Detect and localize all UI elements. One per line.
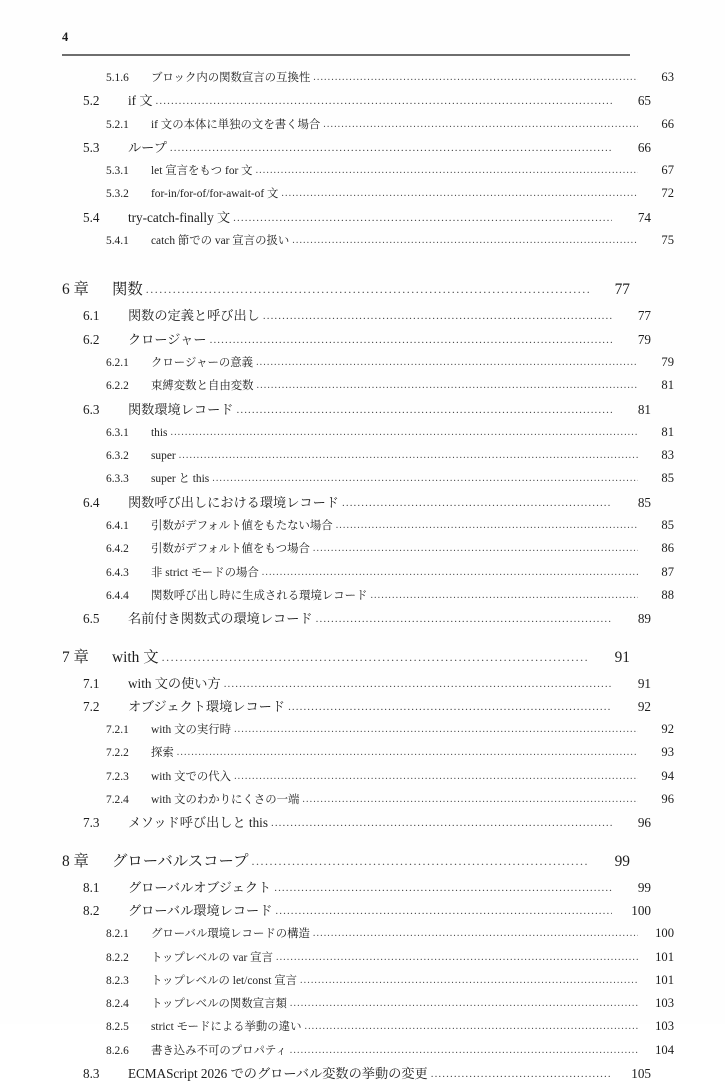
dot-leader: [212, 467, 638, 490]
toc-entry-title: メソッド呼び出しと this: [128, 815, 268, 831]
toc-entry-title: 関数呼び出しにおける環境レコード: [128, 494, 339, 510]
dot-leader: [323, 113, 638, 136]
toc-entry[interactable]: [106, 992, 674, 1015]
toc-entry-number: 5.3.2: [106, 188, 129, 201]
toc-entry-page-number: 101: [655, 972, 674, 987]
toc-entry[interactable]: [106, 969, 674, 992]
dot-leader: [336, 514, 638, 537]
toc-entry-page-number: 77: [614, 281, 630, 299]
toc-entry-number: 8.2: [83, 902, 100, 918]
toc-entry-number: 7.2.4: [106, 794, 129, 807]
dot-leader: [146, 275, 589, 303]
toc-entry-title: with 文での代入: [151, 770, 232, 783]
toc-entry-number: 7.2.2: [106, 747, 129, 760]
toc-entry[interactable]: [106, 113, 674, 136]
toc-entry-number: 5.3: [83, 139, 100, 155]
toc-entry[interactable]: [106, 741, 674, 764]
toc-entry-number: 5.1.6: [106, 72, 129, 84]
toc-entry[interactable]: [106, 182, 674, 205]
dot-leader: [233, 207, 612, 230]
dot-leader: [237, 399, 613, 422]
toc-entry-number: 6.1: [83, 308, 100, 324]
toc-entry[interactable]: [83, 328, 651, 351]
toc-entry[interactable]: [83, 607, 651, 630]
toc-entry[interactable]: [106, 351, 674, 374]
toc-entry-page-number: 85: [661, 471, 674, 486]
toc-entry-number: 8.3: [83, 1065, 100, 1081]
toc-entry-page-number: 81: [661, 378, 674, 393]
toc-entry-page-number: 63: [661, 70, 674, 84]
toc-entry-page-number: 105: [631, 1065, 651, 1081]
toc-entry-number: 7.3: [83, 815, 100, 831]
toc-entry-page-number: 99: [614, 852, 630, 870]
toc-entry-title: this: [151, 426, 168, 439]
toc-entry-number: 8.1: [83, 879, 100, 895]
toc-entry-page-number: 92: [661, 722, 674, 737]
toc-entry-title: トップレベルの let/const 宣言: [151, 974, 298, 987]
toc-entry-title: strict モードによる挙動の違い: [151, 1021, 302, 1034]
toc-entry[interactable]: [106, 421, 674, 444]
dot-leader: [304, 1015, 638, 1038]
toc-entry-title: 非 strict モードの場合: [151, 566, 259, 579]
toc-entry-page-number: 104: [655, 1042, 674, 1057]
toc-entry-title: グローバルオブジェクト: [128, 879, 272, 895]
toc-entry[interactable]: [106, 66, 674, 89]
toc-entry-page-number: 99: [637, 879, 651, 895]
toc-entry-page-number: 101: [655, 949, 674, 964]
dot-leader: [276, 946, 638, 969]
toc-entry-title: グローバル環境レコード: [128, 902, 273, 918]
dot-leader: [290, 992, 638, 1015]
header-rule: [62, 54, 630, 56]
toc-entry-number: 8.2.5: [106, 1021, 129, 1034]
toc-entry-page-number: 103: [655, 1019, 674, 1034]
toc-entry-number: 6.3.3: [106, 473, 129, 486]
dot-leader: [281, 182, 638, 205]
dot-leader: [274, 877, 612, 900]
dot-leader: [170, 421, 638, 444]
toc-entry-title: super: [151, 450, 176, 463]
toc-entry-number: 7.1: [83, 675, 100, 691]
toc-entry[interactable]: [106, 922, 674, 945]
dot-leader: [288, 696, 612, 719]
toc-entry-page-number: 92: [637, 698, 651, 714]
toc-entry-number: 6.3.2: [106, 450, 129, 463]
toc-entry-page-number: 103: [655, 996, 674, 1011]
dot-leader: [234, 765, 638, 788]
dot-leader: [177, 741, 638, 764]
toc-entry[interactable]: [83, 695, 651, 718]
dot-leader: [292, 229, 638, 252]
toc-entry[interactable]: [106, 467, 674, 490]
dot-leader: [313, 66, 638, 89]
toc-entry-title: 名前付き関数式の環境レコード: [128, 611, 313, 627]
toc-entry-page-number: 81: [637, 401, 651, 417]
toc-entry-title: グローバルスコープ: [112, 852, 249, 870]
dot-leader: [224, 673, 612, 696]
toc-entry[interactable]: [62, 848, 630, 876]
toc-entry-title: ECMAScript 2026 でのグローバル変数の挙動の変更: [128, 1065, 428, 1081]
toc-entry-number: 5.2.1: [106, 118, 129, 131]
toc-entry-number: 5.4.1: [106, 235, 129, 248]
toc-entry[interactable]: [106, 765, 674, 788]
toc-entry-title: 関数: [112, 281, 143, 299]
toc-entry[interactable]: [106, 514, 674, 537]
toc-entry[interactable]: [106, 444, 674, 467]
toc-entry-number: 7.2: [83, 698, 100, 714]
dot-leader: [313, 922, 638, 945]
table-of-contents: [62, 66, 674, 1085]
toc-entry-page-number: 79: [637, 331, 651, 347]
toc-entry-page-number: 65: [637, 93, 651, 109]
toc-entry-title: 束縛変数と自由変数: [151, 380, 254, 393]
toc-entry-title: if 文の本体に単独の文を書く場合: [151, 118, 321, 131]
dot-leader: [262, 561, 638, 584]
toc-entry[interactable]: [83, 1062, 651, 1085]
toc-entry-page-number: 96: [661, 792, 674, 807]
toc-entry-number: 5.4: [83, 209, 100, 225]
toc-entry[interactable]: [83, 811, 651, 834]
toc-entry-page-number: 87: [661, 564, 674, 579]
toc-entry-title: with 文の実行時: [151, 724, 232, 737]
toc-entry-title: if 文: [128, 93, 153, 109]
folio-number: 4: [62, 30, 69, 44]
toc-entry-title: try-catch-finally 文: [128, 209, 231, 225]
toc-entry-page-number: 67: [661, 163, 674, 178]
toc-entry[interactable]: [106, 718, 674, 741]
toc-entry[interactable]: [62, 644, 630, 672]
toc-entry-page-number: 94: [661, 768, 674, 783]
toc-entry[interactable]: [106, 1039, 674, 1062]
dot-leader: [263, 305, 612, 328]
dot-leader: [290, 1039, 638, 1062]
toc-entry[interactable]: [62, 276, 630, 304]
toc-entry-page-number: 85: [637, 494, 651, 510]
toc-entry-number: 6.2.2: [106, 380, 129, 393]
dot-leader: [370, 584, 638, 607]
toc-entry[interactable]: [106, 537, 674, 560]
toc-entry-page-number: 86: [661, 541, 674, 556]
toc-entry[interactable]: [106, 374, 674, 397]
toc-entry-title: トップレベルの var 宣言: [151, 951, 273, 964]
toc-entry[interactable]: [83, 136, 651, 159]
toc-entry[interactable]: [83, 304, 651, 327]
dot-leader: [179, 444, 638, 467]
dot-leader: [256, 159, 638, 182]
dot-leader: [271, 812, 612, 835]
toc-entry-page-number: 100: [631, 902, 651, 918]
toc-entry-title: with 文: [112, 648, 159, 666]
toc-entry-title: 引数がデフォルト値をもつ場合: [151, 543, 310, 556]
toc-entry-title: for-in/for-of/for-await-of 文: [151, 188, 279, 201]
toc-entry-title: 関数環境レコード: [128, 401, 234, 417]
toc-entry-number: 6.2.1: [106, 356, 129, 369]
toc-entry-number: 7.2.3: [106, 770, 129, 783]
toc-entry-page-number: 96: [637, 815, 651, 831]
toc-entry-number: 5.2: [83, 93, 100, 109]
toc-entry-title: クロージャーの意義: [151, 356, 254, 369]
dot-leader: [257, 374, 638, 397]
toc-entry[interactable]: [106, 561, 674, 584]
toc-entry[interactable]: [83, 672, 651, 695]
toc-entry-number: 6.4.1: [106, 520, 129, 533]
toc-entry-number: 7.2.1: [106, 724, 129, 737]
toc-entry-page-number: 91: [637, 675, 651, 691]
toc-entry-number: 8.2.1: [106, 928, 129, 941]
toc-entry-title: ループ: [128, 139, 167, 155]
toc-entry-number: 8.2.3: [106, 974, 129, 987]
page-header: [62, 30, 630, 56]
dot-leader: [156, 90, 612, 113]
toc-entry[interactable]: [106, 946, 674, 969]
toc-entry[interactable]: [83, 491, 651, 514]
toc-entry-number: 8.2.2: [106, 951, 129, 964]
toc-entry-page-number: 79: [661, 354, 674, 369]
dot-leader: [313, 537, 638, 560]
toc-entry-page-number: 66: [637, 139, 651, 155]
toc-entry-title: 書き込み不可のプロパティ: [151, 1044, 287, 1057]
toc-entry[interactable]: [106, 229, 674, 252]
toc-entry-page-number: 75: [661, 233, 674, 248]
toc-entry-title: super と this: [151, 473, 210, 486]
toc-entry[interactable]: [83, 899, 651, 922]
toc-entry-number: 5.3.1: [106, 165, 129, 178]
toc-entry-title: 関数呼び出し時に生成される環境レコード: [151, 589, 368, 602]
toc-entry-number: 6.4.2: [106, 543, 129, 556]
dot-leader: [300, 969, 638, 992]
toc-entry[interactable]: [83, 876, 651, 899]
toc-entry-page-number: 77: [637, 308, 651, 324]
toc-entry-title: 関数の定義と呼び出し: [128, 308, 260, 324]
toc-entry-number: 6.4: [83, 494, 100, 510]
toc-entry-page-number: 88: [661, 587, 674, 602]
toc-entry-page-number: 83: [661, 448, 674, 463]
dot-leader: [302, 788, 638, 811]
toc-entry-number: 6.4.4: [106, 589, 129, 602]
toc-entry-title: オブジェクト環境レコード: [128, 698, 286, 714]
toc-entry-title: クロージャー: [128, 331, 207, 347]
toc-entry-number: 8.2.6: [106, 1044, 129, 1057]
toc-entry-page-number: 72: [661, 186, 674, 201]
dot-leader: [256, 351, 638, 374]
toc-entry[interactable]: [106, 1015, 674, 1038]
toc-entry-number: 6.3: [83, 401, 100, 417]
toc-entry-number: 6.3.1: [106, 426, 129, 439]
toc-entry-page-number: 85: [661, 518, 674, 533]
toc-entry-title: catch 節での var 宣言の扱い: [151, 235, 290, 248]
toc-entry-title: 引数がデフォルト値をもたない場合: [151, 520, 333, 533]
toc-entry-title: with 文のわかりにくさの一端: [151, 794, 300, 807]
dot-leader: [210, 329, 612, 352]
toc-entry-page-number: 100: [655, 926, 674, 941]
dot-leader: [170, 137, 612, 160]
toc-entry-number: 8.2.4: [106, 998, 129, 1011]
toc-entry-page-number: 66: [661, 116, 674, 131]
dot-leader: [275, 900, 612, 923]
toc-entry-number: 6.4.3: [106, 566, 129, 579]
toc-entry-title: 探索: [151, 747, 174, 760]
toc-entry[interactable]: [106, 788, 674, 811]
toc-entry[interactable]: [106, 584, 674, 607]
toc-entry-title: トップレベルの関数宣言類: [151, 998, 287, 1011]
toc-entry[interactable]: [83, 89, 651, 112]
toc-entry-title: let 宣言をもつ for 文: [151, 165, 253, 178]
dot-leader: [234, 718, 638, 741]
toc-entry-page-number: 93: [661, 745, 674, 760]
dot-leader: [162, 643, 589, 671]
dot-leader: [316, 608, 612, 631]
toc-entry-number: 6 章: [62, 281, 89, 299]
toc-entry-title: グローバル環境レコードの構造: [151, 928, 310, 941]
toc-entry-page-number: 89: [637, 611, 651, 627]
toc-entry-number: 8 章: [62, 852, 89, 870]
toc-entry-page-number: 74: [637, 209, 651, 225]
dot-leader: [431, 1063, 612, 1086]
toc-entry-number: 6.5: [83, 611, 100, 627]
dot-leader: [252, 847, 589, 875]
toc-entry-page-number: 91: [614, 648, 630, 666]
toc-entry-page-number: 81: [661, 424, 674, 439]
dot-leader: [342, 492, 612, 515]
toc-entry-title: with 文の使い方: [128, 675, 221, 691]
toc-entry[interactable]: [83, 398, 651, 421]
toc-entry-number: 7 章: [62, 648, 89, 666]
toc-entry-number: 6.2: [83, 331, 100, 347]
toc-entry[interactable]: [83, 206, 651, 229]
toc-entry[interactable]: [106, 159, 674, 182]
toc-entry-title: ブロック内の関数宣言の互換性: [151, 72, 311, 84]
